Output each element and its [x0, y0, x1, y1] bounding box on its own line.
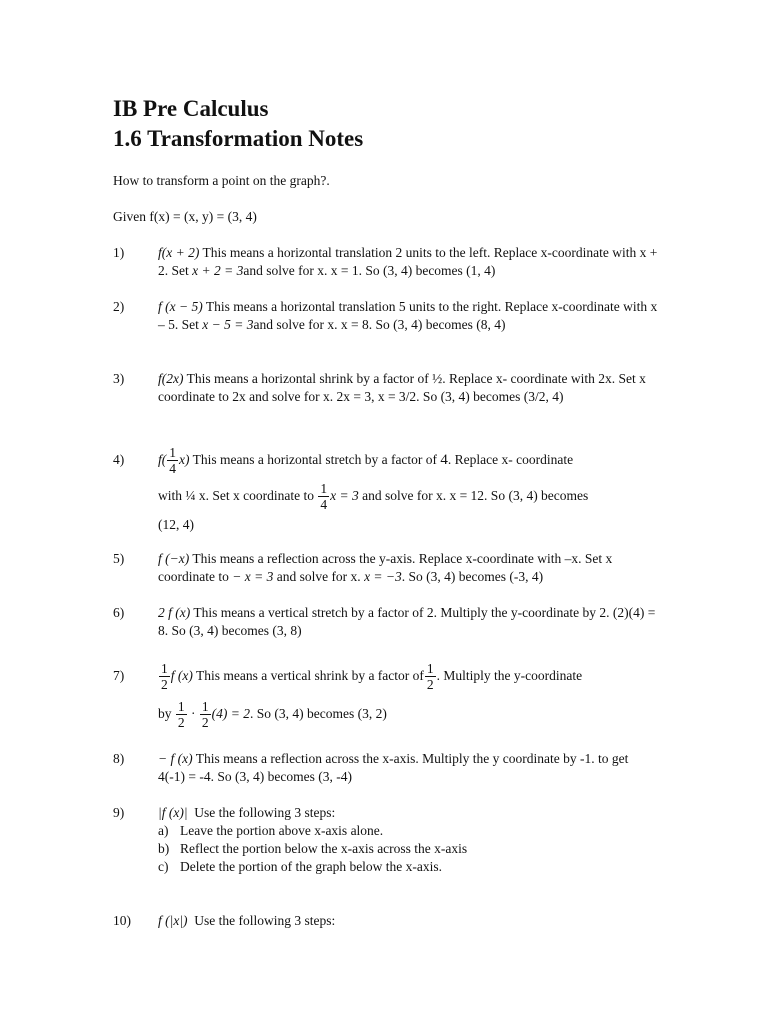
list-item-2	[113, 298, 658, 334]
fraction: $\frac{1}{4}$	[169, 445, 176, 477]
item-number: 2)	[113, 299, 125, 314]
solution: x = −3	[364, 569, 402, 584]
stretch-factor: 4	[440, 452, 448, 468]
function-expression: − f (x)	[158, 751, 193, 766]
list-item-1	[113, 244, 658, 280]
function-expression: f (−x)	[158, 551, 190, 566]
item-text: This means a reflection across the x-axis. Multiply the y coordinate by -1. to get 4(-1) = -4. So (3, 4) becomes (3, -4)	[158, 751, 629, 784]
step-a	[158, 822, 383, 840]
equation: $\frac{1}{2}$ (4) = 2	[201, 699, 250, 731]
item-number: 7)	[113, 668, 125, 683]
step-b	[158, 840, 467, 858]
multiply-dot: ·	[187, 706, 199, 721]
equation: − x = 3	[232, 569, 274, 584]
list-item-10	[113, 912, 658, 930]
list-item-3	[113, 370, 658, 406]
step-letter: b)	[158, 841, 170, 856]
item-text: This means a horizontal translation 5 units to the right. Replace x-coordinate with x – 5. Set	[158, 299, 658, 332]
item-number: 3)	[113, 371, 125, 386]
item-number: 5)	[113, 551, 125, 566]
fraction: $\frac{1}{2}$	[201, 699, 209, 731]
item-text-line2: by	[158, 706, 175, 721]
equation: x − 5 = 3	[202, 317, 254, 332]
function-expression: f (x − 5)	[158, 299, 203, 314]
list-item-9	[113, 804, 658, 822]
item-text-end: . So (3, 4) becomes (-3, 4)	[401, 569, 544, 584]
intro-question: How to transform a point on the graph?.	[113, 173, 330, 188]
function-expression: f(2x)	[158, 371, 184, 386]
equation: x + 2 = 3	[192, 263, 244, 278]
item-number: 4)	[113, 452, 125, 467]
step-text: Delete the portion of the graph below the x-axis.	[180, 859, 443, 874]
item-number: 10)	[113, 913, 131, 928]
list-item-8	[113, 750, 658, 786]
item-number: 8)	[113, 751, 125, 766]
item-text-line2: with ¼ x. Set x coordinate to	[158, 488, 318, 503]
item-text-cont: and solve for x. x = 8. So (3, 4) becomes (8, 4)	[253, 317, 506, 332]
list-item-4	[113, 442, 658, 534]
section-title: 1.6 Transformation Notes	[113, 126, 364, 151]
step-text: Leave the portion above x-axis alone.	[180, 823, 384, 838]
step-letter: a)	[158, 823, 169, 838]
item-text: This means a vertical shrink by a factor of	[192, 668, 424, 683]
item-text-line3: (12, 4)	[158, 517, 194, 532]
item-text: This means a vertical stretch by a factor of 2. Multiply the y-coordinate by 2. (2)(4) = 8. So (3, 4) becomes (3, 8)	[158, 605, 656, 638]
step-text: Reflect the portion below the x-axis across the x-axis	[180, 841, 468, 856]
equation: $\frac{1}{4}$ x = 3	[320, 481, 359, 513]
list-item-6	[113, 604, 658, 640]
step-letter: c)	[158, 859, 169, 874]
list-item-7	[113, 658, 658, 732]
list-item-5	[113, 550, 658, 586]
item-text-cont: . Multiply the y-coordinate	[436, 668, 583, 683]
item-number: 6)	[113, 605, 125, 620]
item-number: 9)	[113, 805, 125, 820]
function-expression: f (|x|)	[158, 913, 188, 928]
step-c	[158, 858, 442, 876]
fraction: $\frac{1}{2}$	[161, 661, 168, 693]
item-text-cont: and solve for x.	[273, 569, 365, 584]
item-text: This means a horizontal translation 2 units to the left. Replace x-coordinate with x + 2. Set	[158, 245, 658, 278]
function-expression: |f (x)|	[158, 805, 188, 820]
function-expression: f( $\frac{1}{4}$ x)	[158, 445, 190, 477]
item-text: This means a horizontal shrink by a factor of ½. Replace x- coordinate with 2x. Set x coordinate to 2x and solve for x. 2x = 3, x = 3/2. So (3, 4) becomes (3/2, 4)	[158, 371, 646, 404]
item-number: 1)	[113, 245, 125, 260]
item-text: This means a horizontal stretch by a factor of	[189, 452, 441, 467]
function-expression: f(x + 2)	[158, 245, 200, 260]
item-text-line2-cont: . So (3, 4) becomes (3, 2)	[249, 706, 387, 721]
item-text-cont: . Replace x- coordinate	[447, 452, 574, 467]
given-statement: Given f(x) = (x, y) = (3, 4)	[113, 209, 257, 224]
item-text: This means a reflection across the y-axis. Replace x-coordinate with –x. Set x coordinate to	[158, 551, 613, 584]
fraction: $\frac{1}{2}$	[177, 699, 185, 731]
function-expression: 2 f (x)	[158, 605, 191, 620]
item-text: Use the following 3 steps:	[187, 913, 336, 928]
item-text: Use the following 3 steps:	[187, 805, 336, 820]
fraction: $\frac{1}{4}$	[320, 481, 328, 513]
course-title: IB Pre Calculus	[113, 96, 269, 121]
item-text-line2-cont: and solve for x. x = 12. So (3, 4) becomes	[358, 488, 589, 503]
fraction: $\frac{1}{2}$	[426, 661, 434, 693]
function-expression: $\frac{1}{2}$ f (x)	[161, 661, 193, 693]
item-text-cont: and solve for x. x = 1. So (3, 4) becomes (1, 4)	[243, 263, 496, 278]
